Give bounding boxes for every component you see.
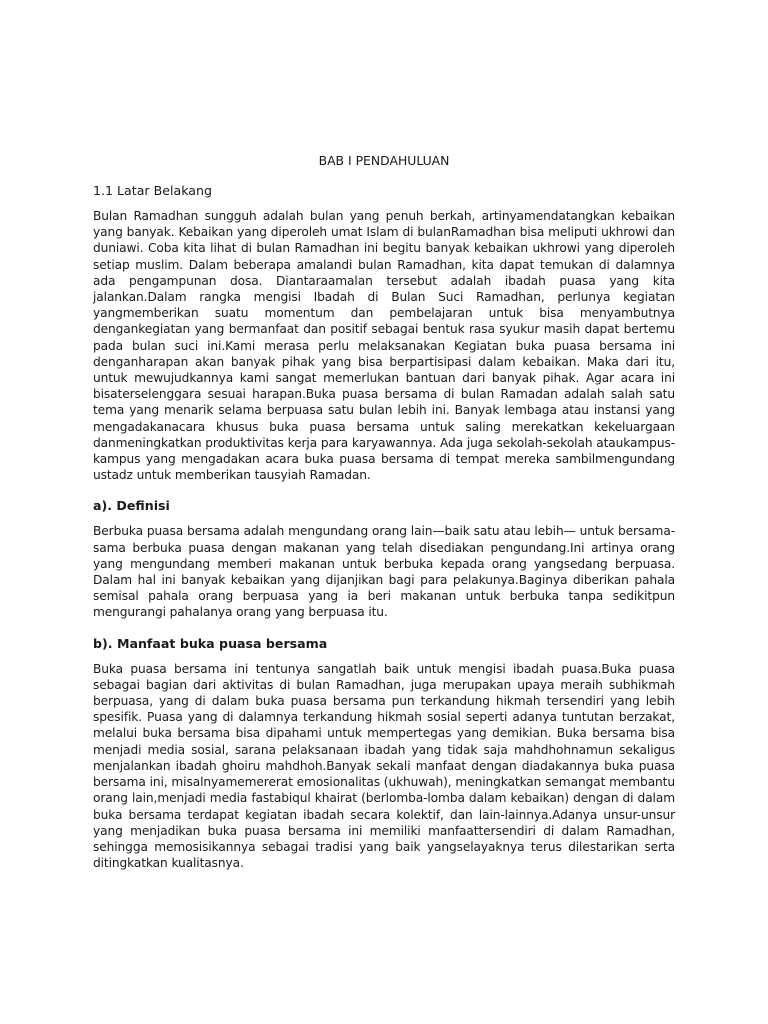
section-heading-latar-belakang: 1.1 Latar Belakang <box>93 183 212 198</box>
document-title: BAB I PENDAHULUAN <box>318 153 450 168</box>
paragraph-definisi: Berbuka puasa bersama adalah mengundang orang lain—baik satu atau lebih— untuk bersama-sama berbuka puasa dengan makanan yang telah disediakan pengundang.Ini artinya orang yang mengundang memberi makanan untuk berbuka kepada orang yangsedang berpuasa. Dalam hal ini banyak kebaikan yang dijanjikan bagi para pelakunya.Baginya diberikan pahala semisal pahala orang berpuasa yang ia beri makanan untuk berbuka tanpa sedikitpun mengurangi pahalanya orang yang berpuasa itu. <box>93 524 675 620</box>
section-heading-manfaat: b). Manfaat buka puasa bersama <box>93 635 328 651</box>
paragraph-manfaat: Buka puasa bersama ini tentunya sangatlah baik untuk mengisi ibadah puasa.Buka puasa sebagai bagian dari aktivitas di bulan Ramadhan, juga merupakan upaya meraih subhikmah berpuasa, yang di dalam buka puasa bersama pun terkandung hikmah tersendiri yang lebih spesifik. Puasa yang di dalamnya terkandung hikmah sosial seperti adanya tuntutan berzakat, melalui buka bersama bisa dipahami untuk mempertegas yang demikian. Buka bersama bisa menjadi media sosial, sarana pelaksanaan ibadah yang tidak saja mahdhohnamun sekaligus menjalankan ibadah ghoiru mahdhoh.Banyak sekali manfaat dengan diadakannya buka puasa bersama ini, misalnyamemererat emosionalitas (ukhuwah), meningkatkan semangat membantu orang lain,menjadi media fastabiqul khairat (berlomba-lomba dalam kebaikan) dengan di dalam buka bersama terdapat kegiatan ibadah secara kolektif, dan lain-lainnya.Adanya unsur-unsur yang menjadikan buka puasa bersama ini memiliki manfaattersendiri di dalam Ramadhan, sehingga memosisikannya sebagai tradisi yang baik yangselayaknya terus dilestarikan serta ditingkatkan kualitasnya. <box>93 661 675 871</box>
paragraph-latar-belakang: Bulan Ramadhan sungguh adalah bulan yang penuh berkah, artinyamendatangkan kebaikan yang banyak. Kebaikan yang diperoleh umat Islam di bulanRamadhan bisa meliputi ukhrowi dan duniawi. Coba kita lihat di bulan Ramadhan ini begitu banyak kebaikan ukhrowi yang diperoleh setiap muslim. Dalam beberapa amalandi bulan Ramadhan, kita dapat temukan di dalamnya ada pengampunan dosa. Diantaraamalan tersebut adalah ibadah puasa yang kita jalankan.Dalam rangka mengisi Ibadah di Bulan Suci Ramadhan, perlunya kegiatan yangmemberikan suatu momentum dan pembelajaran untuk bisa menyambutnya dengankegiatan yang bermanfaat dan positif sebagai bentuk rasa syukur masih dapat bertemu pada bulan suci ini.Kami merasa perlu melaksanakan Kegiatan buka puasa bersama ini denganharapan akan banyak pihak yang bisa berpartisipasi dalam kebaikan. Maka dari itu, untuk mewujudkannya kami sangat memerlukan bantuan dari banyak pihak. Agar acara ini bisaterselenggara sesuai harapan.Buka puasa bersama di bulan Ramadan adalah salah satu tema yang menarik selama berpuasa satu bulan lebih ini. Banyak lembaga atau instansi yang mengadakanacara khusus buka puasa bersama untuk saling merekatkan kekeluargaan danmeningkatkan produktivitas kerja para karyawannya. Ada juga sekolah-sekolah ataukampus-kampus yang mengadakan acara buka puasa bersama di tempat mereka sambilmengundang ustadz untuk memberikan tausyiah Ramadan. <box>93 209 675 483</box>
section-heading-definisi: a). Definisi <box>93 498 170 514</box>
document-page <box>93 152 675 885</box>
